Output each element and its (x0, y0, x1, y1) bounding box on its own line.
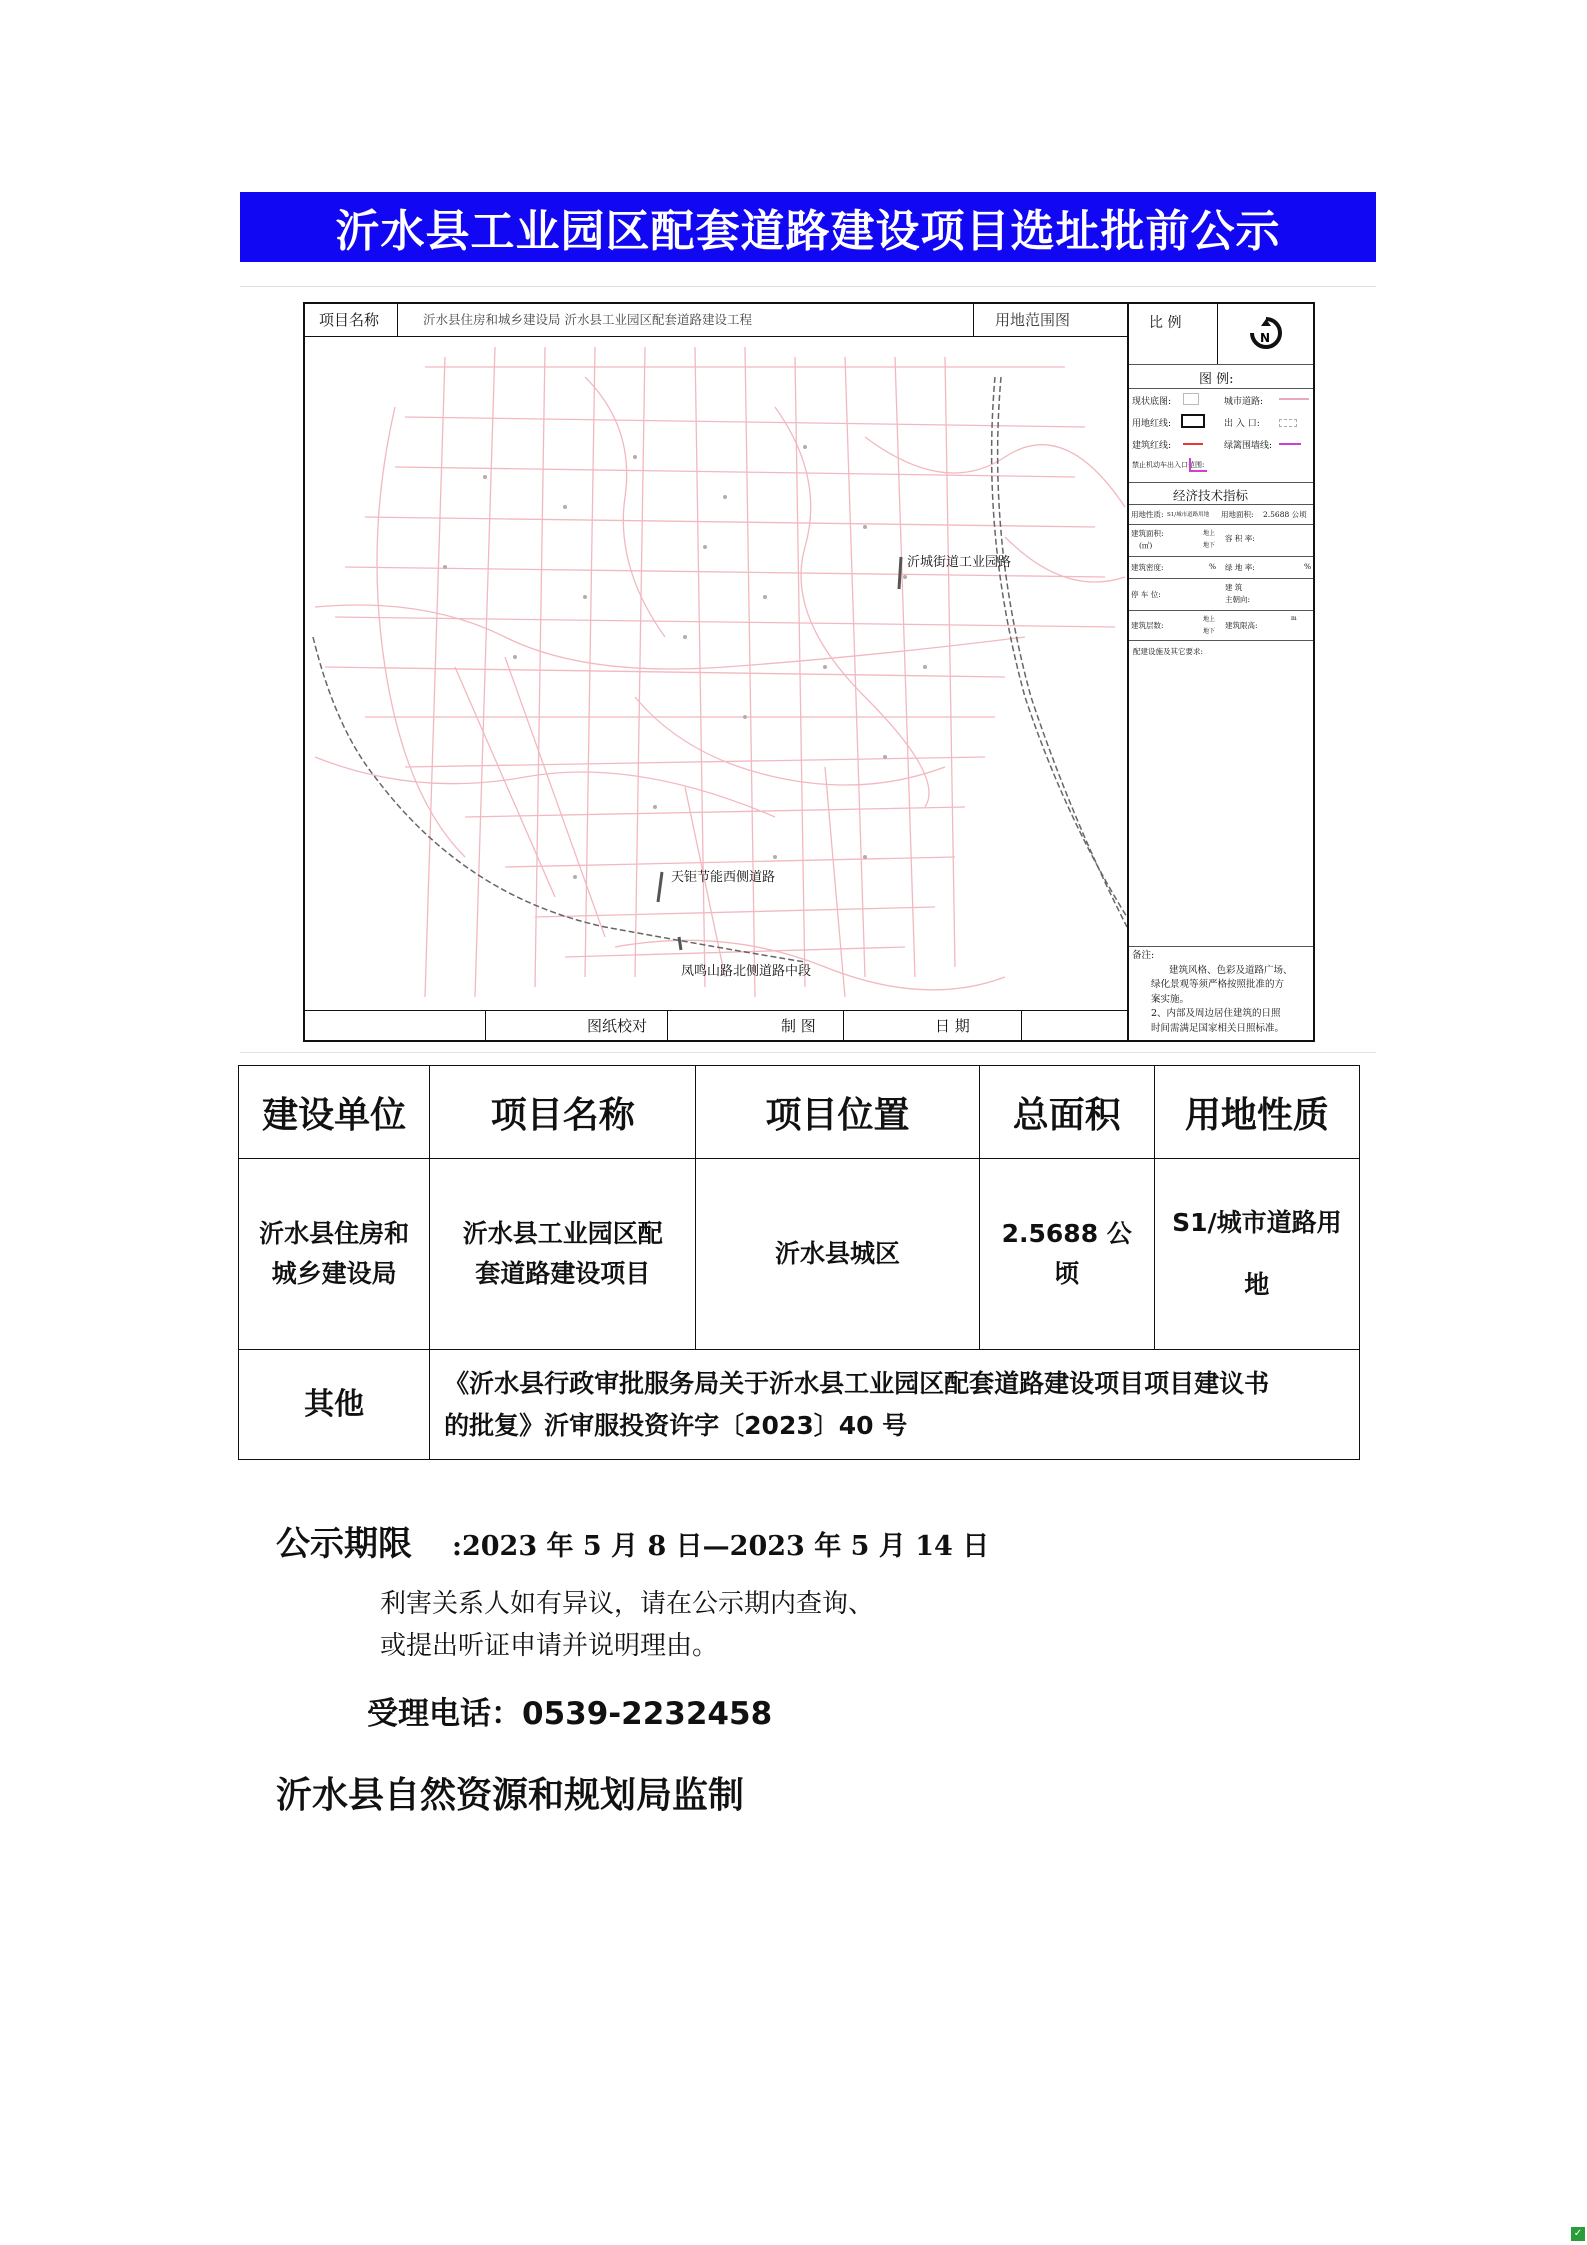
above-ground-label: 地上 (1203, 530, 1216, 537)
legend-basemap-icon (1183, 393, 1199, 405)
objection-text: 利害关系人如有异议，请在公示期内查询、 或提出听证申请并说明理由。 (380, 1589, 875, 1661)
remarks-label: 备注: (1132, 950, 1155, 961)
floors-label: 建筑层数: (1131, 621, 1164, 630)
phone-line (367, 1688, 772, 1733)
legend-no-vehicle: 禁止机动车出入口范围: (1132, 461, 1205, 469)
cell-name: 沂水县工业园区配 套道路建设项目 (430, 1159, 696, 1350)
scale-label: 比 例 (1149, 315, 1182, 331)
indicators-title: 经济技术指标 (1173, 488, 1249, 503)
floors-above-label: 地上 (1203, 616, 1216, 623)
download-icon[interactable]: ✓ (1571, 2227, 1585, 2241)
cell-nature: S1/城市道路用 地 (1154, 1159, 1359, 1350)
cell-unit: 沂水县住房和 城乡建设局 (239, 1159, 430, 1350)
title-banner (240, 192, 1376, 262)
road-map (305, 337, 1127, 1008)
header-location: 项目位置 (696, 1066, 979, 1159)
legend-boundary: 用地红线: (1132, 419, 1172, 429)
check-label: 图纸校对 (587, 1017, 648, 1035)
table-row (239, 1159, 1360, 1350)
north-arrow-icon (1249, 316, 1283, 350)
floor-area-row (1129, 524, 1313, 557)
facilities-label: 配建设施及其它要求: (1133, 647, 1204, 656)
legend-building-line-icon (1183, 443, 1203, 445)
legend-basemap: 现状底图: (1132, 397, 1172, 407)
indicators-title-row (1129, 482, 1313, 505)
header-nature: 用地性质 (1154, 1066, 1359, 1159)
period-label: 公示期限 (276, 1524, 412, 1564)
divider (240, 1052, 1376, 1053)
cell-location: 沂水县城区 (696, 1159, 979, 1350)
project-name-value: 沂水县住房和城乡建设局 沂水县工业园区配套道路建设工程 (423, 312, 752, 327)
cell-other-text: 《沂水县行政审批服务局关于沂水县工业园区配套道路建设项目项目建议书 的批复》沂审服投资许字〔2023〕40 号 (430, 1350, 1360, 1460)
date-label: 日 期 (935, 1017, 970, 1035)
phone-number: 0539-2232458 (522, 1696, 773, 1732)
far-label: 容 积 率: (1225, 534, 1255, 543)
orientation-label-2: 主朝向: (1225, 595, 1251, 604)
legend-grid (1129, 388, 1313, 483)
green-label: 绿 地 率: (1225, 563, 1255, 572)
remarks-line-3: 案实施。 (1151, 993, 1190, 1005)
density-label: 建筑密度: (1131, 563, 1164, 572)
remarks-line-1: 建筑风格、色彩及道路广场、 (1169, 964, 1293, 976)
density-percent: % (1209, 562, 1217, 571)
remarks-line-5: 时间需满足国家相关日照标准。 (1151, 1022, 1285, 1034)
svg-text:N: N (1260, 331, 1271, 345)
table-header-row (239, 1066, 1360, 1159)
project-name-label: 项目名称 (319, 311, 380, 329)
floors-row (1129, 610, 1313, 641)
period-value: :2023 年 5 月 8 日—2023 年 5 月 14 日 (452, 1531, 990, 1562)
road-label-2: 天钜节能西侧道路 (671, 870, 776, 885)
legend-hedge-icon (1279, 443, 1301, 445)
sheet-header (305, 304, 1127, 337)
site-plan-sheet (303, 302, 1315, 1042)
parking-label: 停 车 位: (1131, 590, 1161, 599)
cell-other-label: 其他 (239, 1350, 430, 1460)
below-ground-label: 地下 (1203, 542, 1216, 549)
legend-title-row (1129, 364, 1313, 389)
legend-hedge: 绿篱围墙线: (1224, 441, 1273, 451)
land-use-row (1129, 504, 1313, 525)
divider (240, 286, 1376, 287)
draw-label: 制 图 (781, 1017, 816, 1035)
land-use-value: S1/城市道路用地 (1167, 512, 1210, 518)
header-area: 总面积 (979, 1066, 1154, 1159)
orientation-label-1: 建 筑 (1225, 583, 1243, 592)
legend-title: 图 例: (1199, 372, 1234, 387)
road-label-3: 凤鸣山路北侧道路中段 (681, 964, 812, 979)
scale-row (1129, 304, 1313, 365)
floor-area-unit: (㎡) (1139, 541, 1153, 550)
parking-row (1129, 578, 1313, 611)
sheet-side-panel (1129, 304, 1313, 1040)
remarks-line-4: 2、内部及周边居住建筑的日照 (1151, 1008, 1281, 1019)
height-label: 建筑限高: (1225, 621, 1258, 630)
land-area-value: 2.5688 公顷 (1263, 510, 1307, 519)
phone-label: 受理电话： (367, 1696, 522, 1732)
project-info-table (238, 1065, 1360, 1460)
header-unit: 建设单位 (239, 1066, 430, 1159)
page-title: 沂水县工业园区配套道路建设项目选址批前公示 (335, 206, 1281, 257)
remarks (1129, 949, 1313, 1040)
remarks-line-2: 绿化景观等须严格按照批准的方 (1151, 979, 1285, 990)
legend-entrance: 出 入 口: (1224, 419, 1260, 429)
legend-road-icon (1279, 398, 1309, 400)
header-name: 项目名称 (430, 1066, 696, 1159)
table-row-other (239, 1350, 1360, 1460)
floors-below-label: 地下 (1203, 628, 1216, 635)
green-percent: % (1304, 562, 1312, 571)
sheet-footer (305, 1010, 1127, 1041)
legend-entrance-icon (1279, 419, 1297, 427)
legend-road: 城市道路: (1224, 397, 1264, 407)
legend-boundary-icon (1181, 414, 1205, 428)
cell-area: 2.5688 公顷 (979, 1159, 1154, 1350)
supervisor-line: 沂水县自然资源和规划局监制 (276, 1775, 745, 1816)
height-unit: m (1291, 615, 1297, 622)
floor-area-label: 建筑面积: (1131, 529, 1164, 538)
density-row (1129, 556, 1313, 579)
legend-no-vehicle-icon (1189, 458, 1207, 472)
facilities-row (1129, 640, 1313, 947)
land-use-label: 用地性质: (1131, 510, 1164, 519)
map-range-label: 用地范围图 (995, 311, 1071, 329)
road-label-1: 沂城街道工业园路 (907, 555, 1012, 570)
legend-building-line: 建筑红线: (1132, 441, 1172, 451)
land-area-label: 用地面积: (1221, 510, 1254, 519)
map-area (305, 337, 1127, 1008)
